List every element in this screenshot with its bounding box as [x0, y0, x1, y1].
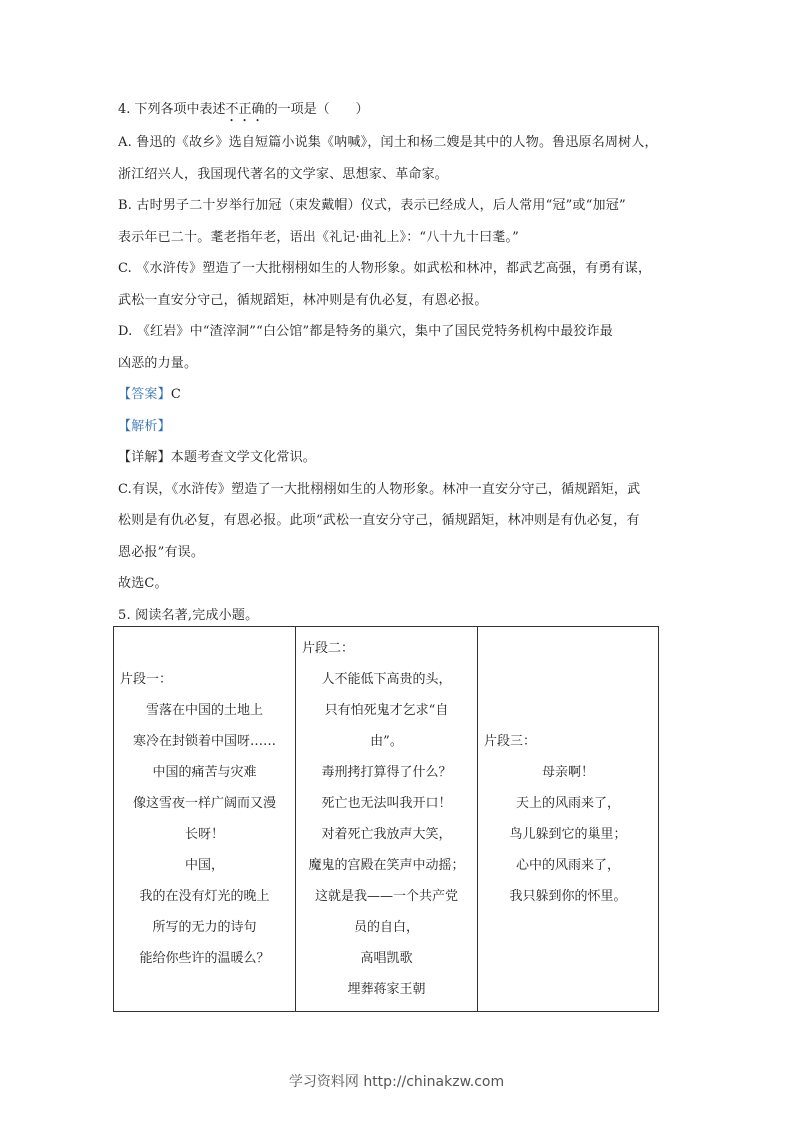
- option-c-line-2: 武松一直安分守己，循规蹈矩，林冲则是有仇必复，有恩必报。: [118, 292, 488, 308]
- fragment-2-line: 毒刑拷打算得了什么？: [321, 765, 452, 780]
- fragment-1-line: 像这雪夜一样广阔而又漫: [132, 796, 276, 811]
- table-row: [114, 627, 659, 1012]
- fragment-2-line: 死亡也无法叫我开口！: [321, 796, 452, 811]
- question-4-emphasis: 不正确: [225, 102, 265, 117]
- fragment-1-line: 中国的痛苦与灾难: [152, 765, 257, 780]
- fragment-1-cell: [114, 627, 296, 1012]
- detail-line-1: 【详解】本题考查文学文化常识。: [118, 450, 317, 465]
- fragment-2-line: 高唱凯歌: [360, 951, 413, 966]
- question-4-stem: [118, 102, 369, 125]
- fragment-2-line: 魔鬼的宫殿在笑声中动摇；: [308, 858, 465, 873]
- option-d-line-1: D. 《红岩》中“渣滓洞”“白公馆”都是特务的巢穴，集中了国民党特务机构中最狡诈最: [118, 324, 614, 339]
- fragment-3-cell: [478, 627, 659, 1012]
- fragment-2: [296, 633, 477, 1005]
- detail-line-2: C.有误，《水浒传》塑造了一大批栩栩如生的人物形象。林冲一直安分守己，循规蹈矩，武: [118, 481, 641, 497]
- question-4-stem-start: 4. 下列各项中表述: [118, 102, 226, 117]
- option-b-line-1: B. 古时男子二十岁举行加冠（束发戴帽）仪式，表示已经成人，后人常用“冠”或“加冠”: [118, 198, 626, 213]
- question-5-stem: 5. 阅读名著,完成小题。: [118, 607, 259, 623]
- option-c-line-1: C. 《水浒传》塑造了一大批栩栩如生的人物形象。如武松和林冲，都武艺高强，有勇有谋，: [118, 261, 652, 276]
- analysis-label: 【解析】: [118, 418, 171, 434]
- fragment-2-cell: [296, 627, 478, 1012]
- fragment-1-line: 所写的无力的诗句: [152, 920, 257, 935]
- fragment-1-line: 中国，: [184, 858, 224, 873]
- fragment-2-line: 对着死亡我放声大笑，: [321, 827, 452, 842]
- option-a-line-2: 浙江绍兴人，我国现代著名的文学家、思想家、革命家。: [118, 166, 449, 182]
- fragment-2-line: 员的自白，: [353, 920, 419, 935]
- fragment-3-title: 片段三：: [484, 734, 537, 749]
- fragment-3-line: 心中的风雨来了，: [515, 858, 620, 873]
- fragment-1-line: 雪落在中国的土地上: [145, 703, 263, 718]
- fragment-1-line: 能给你些许的温暖么？: [139, 951, 270, 966]
- fragment-1: [114, 664, 295, 974]
- fragment-2-line: 埋葬蒋家王朝: [347, 982, 426, 997]
- fragment-1-line: 我的在没有灯光的晚上: [139, 889, 270, 904]
- fragment-2-line: 这就是我——一个共产党: [314, 889, 458, 904]
- fragment-3: [478, 726, 658, 912]
- fragment-3-line: 鸟儿躲到它的巢里；: [509, 827, 627, 842]
- fragments-table: [113, 626, 659, 1012]
- fragment-1-line: 长呀！: [184, 827, 224, 842]
- detail-line-4: 恩必报”有误。: [118, 544, 205, 560]
- fragment-3-line: 我只躲到你的怀里。: [509, 889, 627, 904]
- fragment-1-line: 寒冷在封锁着中国呀……: [132, 734, 276, 749]
- option-d-line-2: 凶恶的力量。: [118, 355, 198, 371]
- answer-label: 【答案】: [118, 387, 171, 402]
- fragment-1-title: 片段一：: [120, 672, 173, 687]
- detail-line-3: 松则是有仇必复，有恩必报。此项“武松一直安分守己，循规蹈矩，林冲则是有仇必复，有: [118, 513, 640, 528]
- fragment-3-line: 母亲啊！: [541, 765, 594, 780]
- option-b-line-2: 表示年已二十。耄老指年老，语出《礼记·曲礼上》：“八十九十曰耄。”: [118, 229, 520, 245]
- answer-value: C: [170, 387, 181, 402]
- footer-watermark: 学习资料网 http://chinakzw.com: [288, 1074, 505, 1090]
- fragment-2-line: 只有怕死鬼才乞求“自: [324, 703, 449, 718]
- fragment-2-line: 人不能低下高贵的头，: [321, 672, 452, 687]
- question-4-body: [118, 127, 678, 631]
- question-4-stem-end: 的一项是（ ）: [264, 102, 369, 117]
- conclusion-line: 故选C。: [118, 576, 168, 591]
- answer-line: [118, 379, 678, 411]
- option-a-line-1: A. 鲁迅的《故乡》选自短篇小说集《呐喊》，闰土和杨二嫂是其中的人物。鲁迅原名周树人，: [118, 135, 658, 150]
- fragment-2-title: 片段二：: [302, 641, 355, 656]
- fragment-3-line: 天上的风雨来了，: [515, 796, 620, 811]
- fragment-2-line: 由”。: [370, 734, 403, 749]
